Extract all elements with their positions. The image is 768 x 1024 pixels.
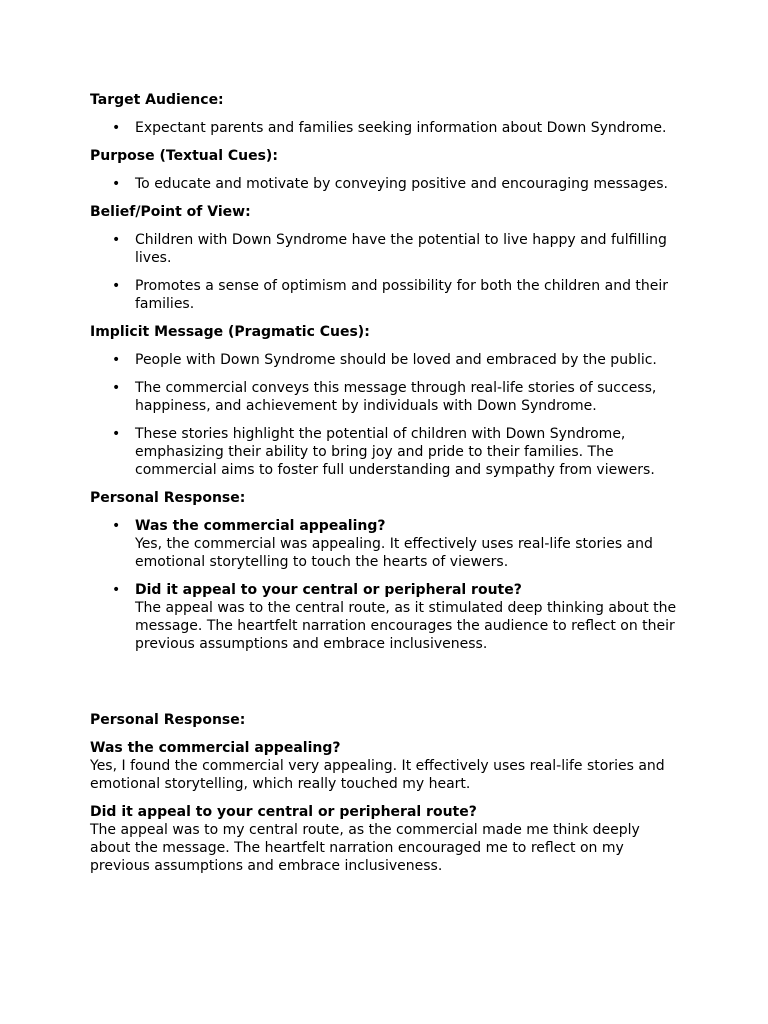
heading-target-audience: Target Audience: bbox=[90, 92, 224, 108]
heading-personal-response-2: Personal Response: bbox=[90, 712, 246, 728]
answer-text: The appeal was to my central route, as the commercial made me think deeply about the message. The heartfelt narration encouraged me to reflect on my previous assumptions and embrace inclusiveness. bbox=[90, 822, 640, 874]
list-item: • Expectant parents and families seeking information about Down Syndrome. bbox=[90, 119, 678, 137]
question-text: • Did it appeal to your central or peripheral route? bbox=[135, 582, 522, 598]
list-item: • Children with Down Syndrome have the potential to live happy and fulfilling lives. bbox=[90, 231, 678, 267]
heading-purpose: Purpose (Textual Cues): bbox=[90, 148, 278, 164]
heading-belief: Belief/Point of View: bbox=[90, 204, 251, 220]
list-item: • The commercial conveys this message through real-life stories of success, happiness, and achievement by individuals with Down Syndrome. bbox=[90, 379, 678, 415]
response-paragraph bbox=[90, 803, 678, 875]
list-item: • These stories highlight the potential of children with Down Syndrome, emphasizing their ability to bring joy and pride to their families. The commercial aims to foster full understanding and sympathy from viewers. bbox=[90, 425, 678, 479]
response-paragraph bbox=[90, 739, 678, 793]
personal-response-section-2 bbox=[90, 711, 678, 875]
answer-text: The appeal was to the central route, as it stimulated deep thinking about the message. The heartfelt narration encourages the audience to reflect on their previous assumptions and embrace inclusiveness. bbox=[135, 600, 677, 652]
purpose-list bbox=[90, 175, 678, 193]
personal-response-list bbox=[90, 517, 678, 653]
list-item: • People with Down Syndrome should be loved and embraced by the public. bbox=[90, 351, 678, 369]
question-text: • Was the commercial appealing? bbox=[135, 518, 386, 534]
list-item: • To educate and motivate by conveying positive and encouraging messages. bbox=[90, 175, 678, 193]
answer-text: Yes, the commercial was appealing. It effectively uses real-life stories and emotional storytelling to touch the hearts of viewers. bbox=[135, 536, 653, 570]
list-item bbox=[90, 581, 678, 653]
question-text: Did it appeal to your central or peripheral route? bbox=[90, 804, 477, 820]
answer-text: Yes, I found the commercial very appealing. It effectively uses real-life stories and emotional storytelling, which really touched my heart. bbox=[90, 758, 665, 792]
list-item: • Promotes a sense of optimism and possibility for both the children and their families. bbox=[90, 277, 678, 313]
implicit-message-list bbox=[90, 351, 678, 479]
target-audience-list bbox=[90, 119, 678, 137]
list-item bbox=[90, 517, 678, 571]
heading-implicit-message: Implicit Message (Pragmatic Cues): bbox=[90, 324, 370, 340]
question-text: Was the commercial appealing? bbox=[90, 740, 341, 756]
heading-personal-response: Personal Response: bbox=[90, 490, 246, 506]
belief-list bbox=[90, 231, 678, 313]
